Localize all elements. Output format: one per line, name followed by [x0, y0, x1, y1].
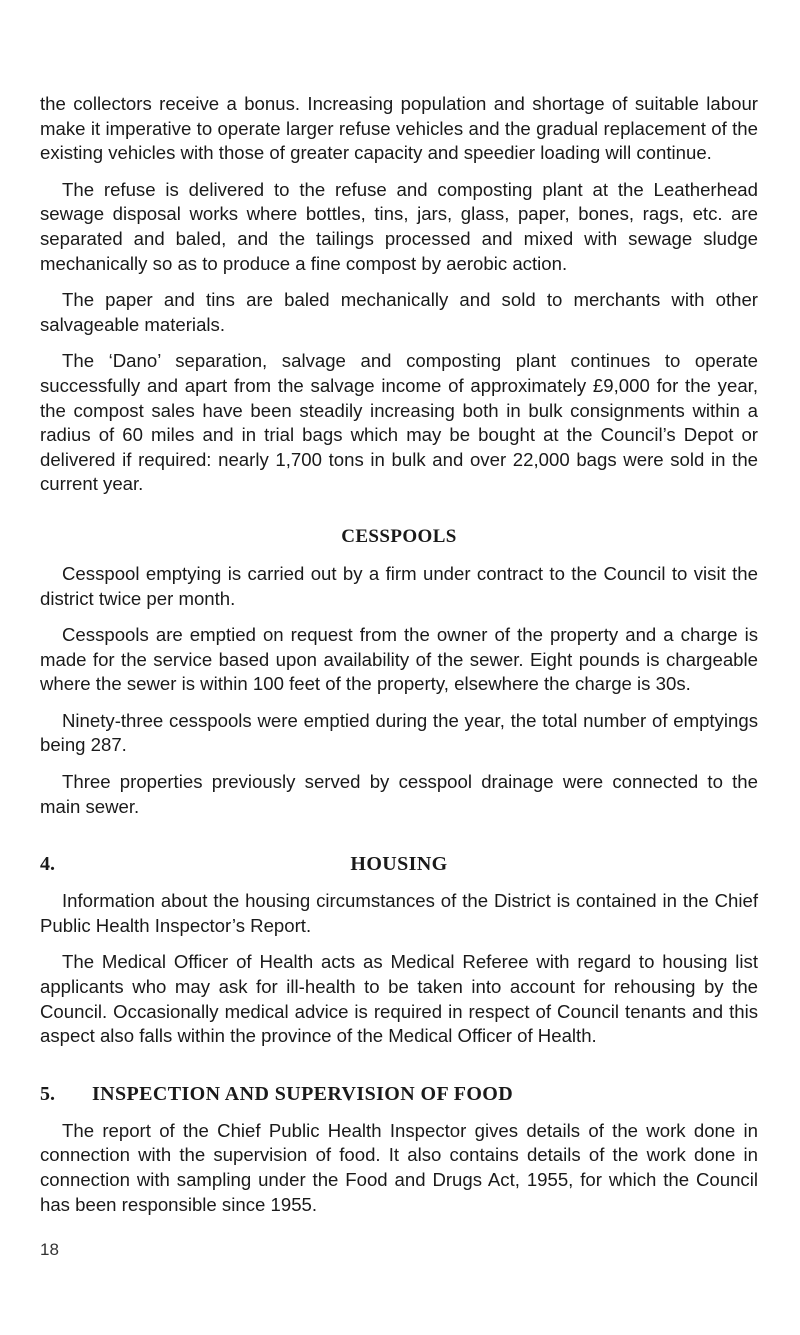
- cesspools-paragraph-4: Three properties previously served by cesspool drainage were connected to the main sewer.: [40, 771, 758, 817]
- intro-paragraph-1: the collectors receive a bonus. Increasing population and shortage of suitable labour make it imperative to operate larger refuse vehicles and the gradual replacement of the existing vehicles with those of greater capacity and speedier loading will continue.: [40, 93, 758, 164]
- cesspools-paragraph-1: Cesspool emptying is carried out by a firm under contract to the Council to visit the district twice per month.: [40, 562, 758, 609]
- food-section-title: INSPECTION AND SUPERVISION OF FOOD: [92, 1082, 514, 1105]
- housing-paragraph-2: The Medical Officer of Health acts as Medical Referee with regard to housing list applicants who may ask for ill-health to be taken into account for rehousing by the Council. Occasionally medical advice is required in respect of Council tenants and this aspect also falls within the province of the Medical Officer of Health.: [40, 951, 758, 1047]
- food-heading: [40, 1083, 758, 1109]
- food-section-number: 5.: [40, 1082, 55, 1105]
- cesspools-paragraph-2: Cesspools are emptied on request from the owner of the property and a charge is made for the service based upon availability of the sewer. Eight pounds is chargeable where the sewer is within 100 feet of the property, elsewhere the charge is 30s.: [40, 624, 758, 695]
- document-page: [40, 92, 758, 1229]
- housing-heading: [40, 853, 758, 879]
- food-paragraph-1: The report of the Chief Public Health Inspector gives details of the work done in connection with the supervision of food. It also contains details of the work done in connection with sampling under the Food and Drugs Act, 1955, for which the Council has been responsible since 1955.: [40, 1119, 758, 1215]
- cesspools-heading: CESSPOOLS: [341, 525, 457, 547]
- intro-paragraph-4: The ‘Dano’ separation, salvage and composting plant continues to operate successfully and apart from the salvage income of approximately £9,000 for the year, the compost sales have been steadily increasing both in bulk consignments within a radius of 60 miles and in trial bags which may be bought at the Council’s Depot or delivered if required: nearly 1,700 tons in bulk and over 22,000 bags were sold in the current year.: [40, 350, 758, 495]
- intro-paragraph-3: The paper and tins are baled mechanically and sold to merchants with other salvageable materials.: [40, 289, 758, 335]
- cesspools-paragraph-3: Ninety-three cesspools were emptied during the year, the total number of emptyings being 287.: [40, 709, 758, 756]
- page-number: 18: [40, 1240, 59, 1259]
- intro-paragraph-2: The refuse is delivered to the refuse and composting plant at the Leatherhead sewage disposal works where bottles, tins, jars, glass, paper, bones, rags, etc. are separated and baled, and the tailings processed and mixed with sewage sludge mechanically so as to produce a fine compost by aerobic action.: [40, 178, 758, 274]
- housing-paragraph-1: Information about the housing circumstances of the District is contained in the Chief Public Health Inspector’s Report.: [40, 890, 758, 936]
- housing-section-title: HOUSING: [350, 853, 448, 876]
- housing-section-number: 4.: [40, 853, 55, 876]
